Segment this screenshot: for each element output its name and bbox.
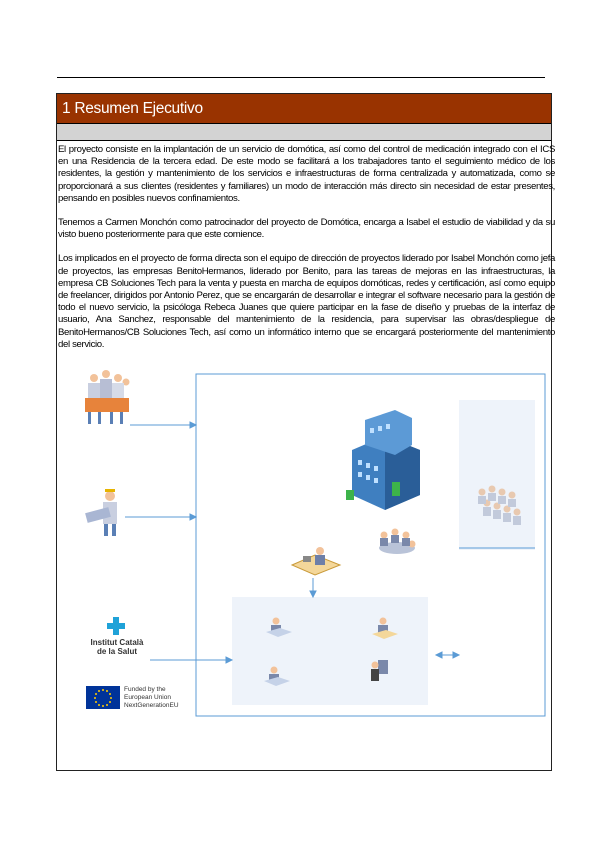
ics-logo-text — [87, 638, 147, 656]
paragraph-1: El proyecto consiste en la implantación de un servicio de domótica, así como del control de medicación integrado con el ICS en una Residencia de la tercera edad. De este modo se facilitará a los trabajadores tanto el seguimiento médico de los residentes, la gestión y mantenimiento de los servicios e infraestructuras de forma centralizada y automatizada, como se proporcionará a sus clientes (residentes y familiares) un modo de interacción más directo sin necesidad de estar presentes, pensando en posibles nuevos confinamientos. — [58, 144, 555, 204]
eu-line1: Funded by the — [124, 686, 166, 693]
paragraph-2: Tenemos a Carmen Monchón como patrocinador del proyecto de Domótica, encarga a Isabel el estudio de viabilidad y da su visto bueno posteriormente para que este comience. — [58, 217, 555, 241]
section-title-bar — [57, 94, 551, 124]
section-title: 1 Resumen Ejecutivo — [62, 100, 203, 117]
eu-line3: NextGenerationEU — [124, 702, 179, 709]
paragraph-3: Los implicados en el proyecto de forma directa son el equipo de dirección de proyectos liderado por Isabel Monchón como jefa de proyectos, las empresas BenitoHermanos, liderado por Benito, para las tareas de mejoras en las infraestructuras, la empresa CB Soluciones Tech para la venta y puesta en marcha de equipos domóticas, redes y certificación, así como equipo de freelancer, dirigidos por Antonio Perez, que se encargarán de desarrollar e integrar el software necesario para la gestión de todo el nuevo servicio, la psicóloga Rebeca Juanes que quiere participar en la fase de diseño y pruebas de la interfaz de usuario, Ana Sanchez, responsable del mantenimiento de la residencia, para supervisar las obras/despliegue de BenitoHermanos/CB Soluciones Tech, así como un informático interno que se encargará posteriormente del mantenimiento del servicio. — [58, 253, 555, 350]
section-frame — [56, 93, 555, 771]
executive-summary-text — [58, 144, 555, 363]
eu-funding-text — [124, 686, 179, 710]
ics-logo-line1: Institut Català — [90, 638, 144, 647]
ics-logo-line2: de la Salut — [96, 647, 137, 656]
eu-line2: European Union — [124, 694, 171, 701]
grey-band — [57, 124, 551, 141]
top-rule — [57, 77, 545, 78]
